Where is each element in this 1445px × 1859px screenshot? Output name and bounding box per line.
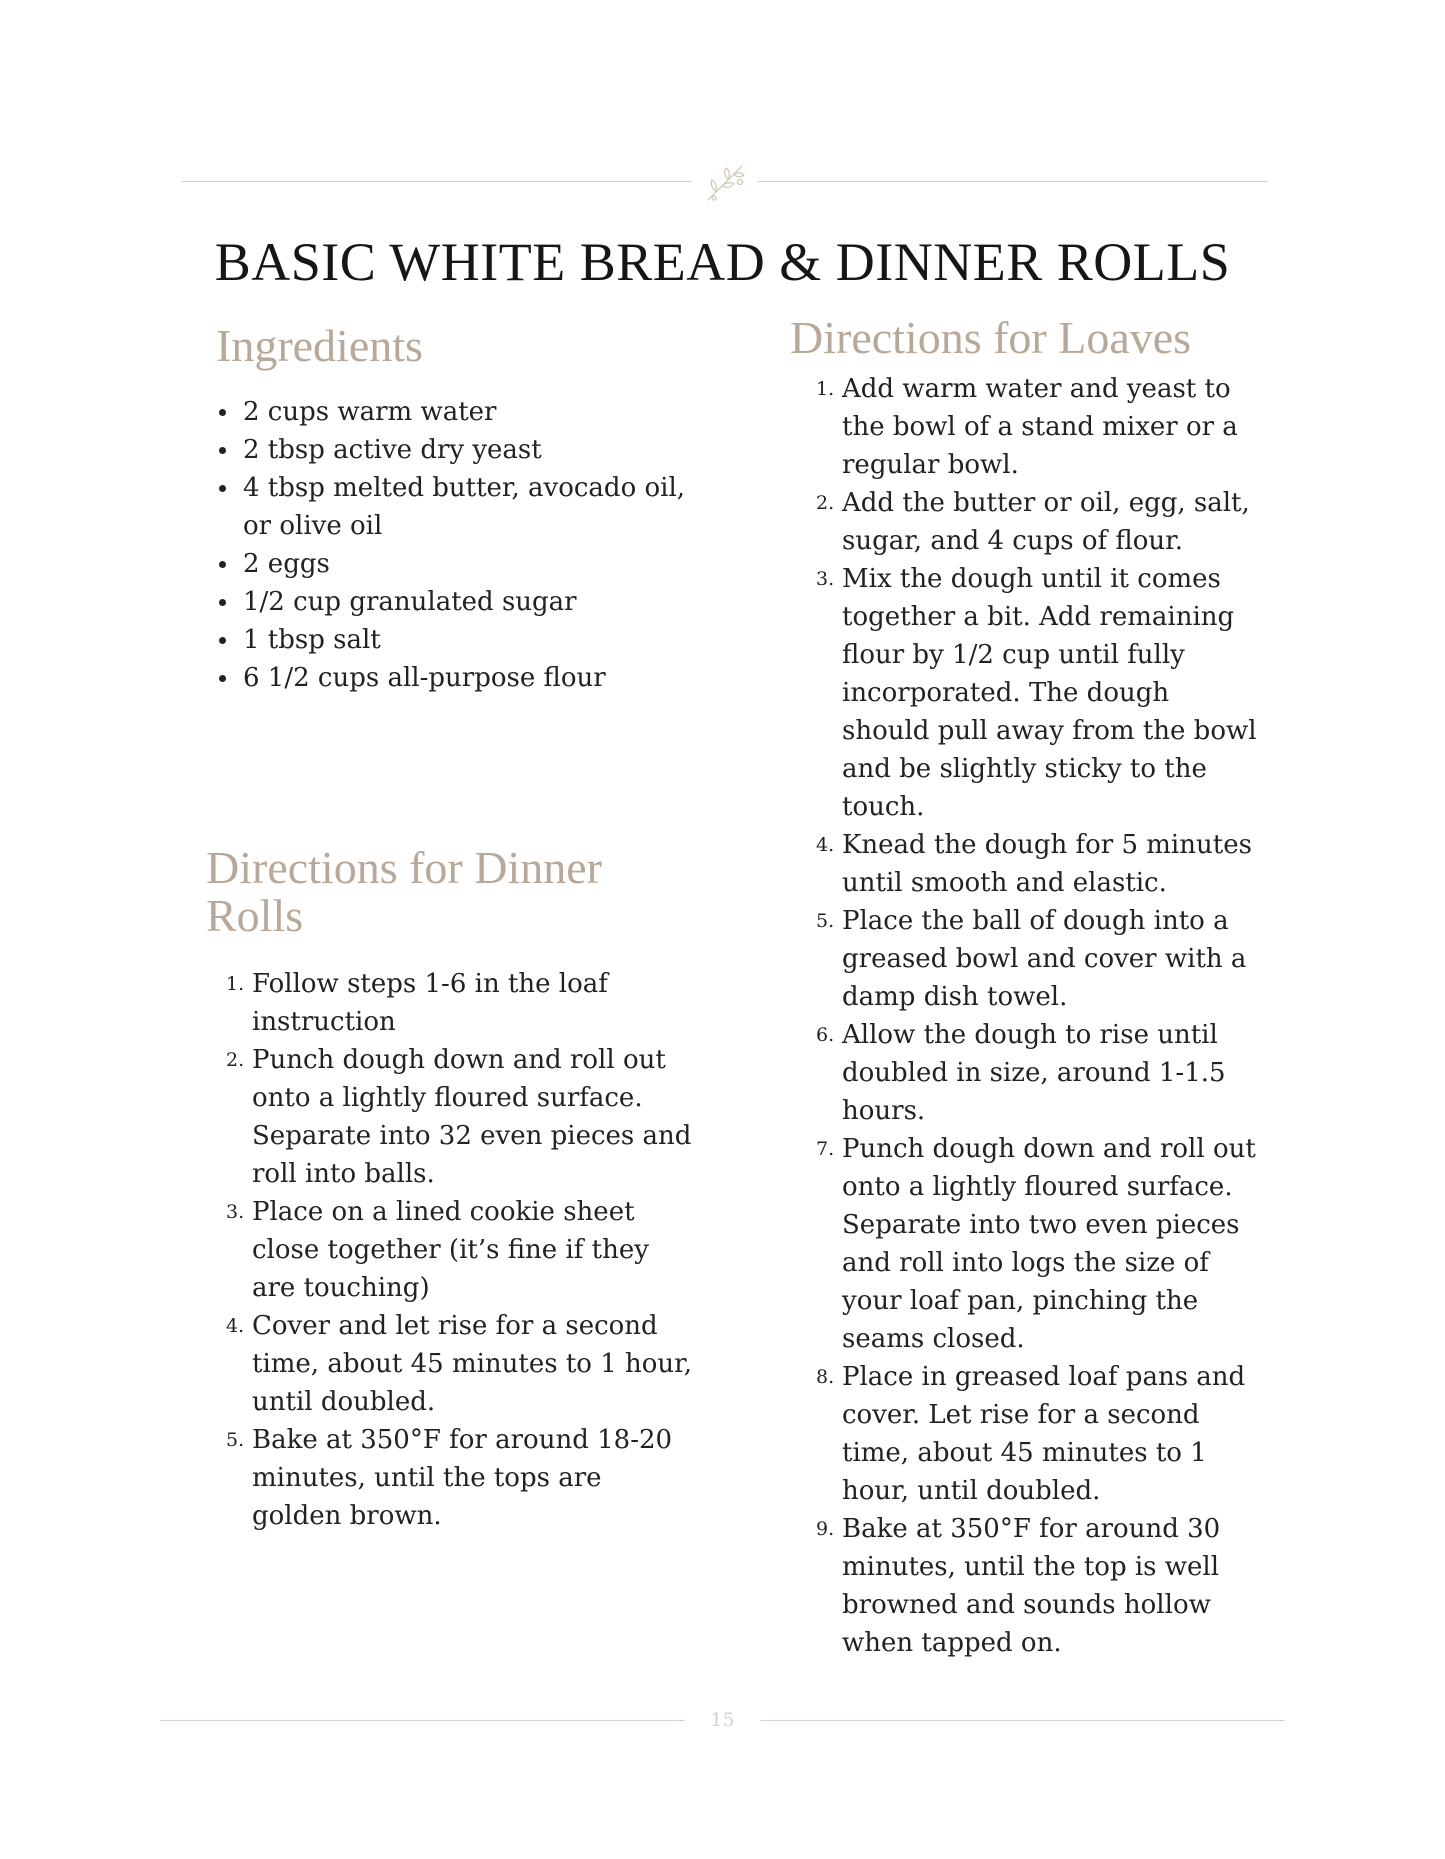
- footer-line-left: [160, 1720, 685, 1721]
- step-number: 7.: [816, 1138, 835, 1160]
- footer-line-right: [760, 1720, 1285, 1721]
- step-number: 4.: [226, 1315, 245, 1337]
- list-item: 2 tbsp active dry yeast: [215, 431, 715, 469]
- list-item: 4 tbsp melted butter, avocado oil, or olive oil: [215, 469, 715, 545]
- step-number: 2.: [816, 492, 835, 514]
- step-text: Bake at 350°F for around 30 minutes, until the top is well browned and sounds hollow when tapped on.: [842, 1514, 1221, 1658]
- list-item: [818, 826, 1258, 902]
- list-item: [818, 370, 1258, 484]
- list-item: [228, 1307, 698, 1421]
- floral-sprig-icon: [702, 160, 748, 204]
- divider-line-left: [182, 181, 692, 182]
- ingredients-list: [215, 393, 715, 697]
- step-text: Place in greased loaf pans and cover. Let rise for a second time, about 45 minutes to 1 hour, until doubled.: [842, 1362, 1246, 1506]
- list-item: 2 cups warm water: [215, 393, 715, 431]
- step-text: Punch dough down and roll out onto a lightly floured surface. Separate into two even pieces and roll into logs the size of your loaf pan, pinching the seams closed.: [842, 1134, 1256, 1354]
- step-number: 3.: [816, 568, 835, 590]
- step-number: 9.: [816, 1518, 835, 1540]
- step-text: Place on a lined cookie sheet close together (it’s fine if they are touching): [252, 1197, 649, 1303]
- divider-line-right: [758, 181, 1268, 182]
- page-number: 15: [710, 1709, 735, 1731]
- step-number: 3.: [226, 1201, 245, 1223]
- step-number: 4.: [816, 834, 835, 856]
- list-item: 1/2 cup granulated sugar: [215, 583, 715, 621]
- list-item: 1 tbsp salt: [215, 621, 715, 659]
- list-item: 2 eggs: [215, 545, 715, 583]
- loaves-heading: Directions for Loaves: [790, 312, 1192, 363]
- list-item: [818, 1358, 1258, 1510]
- step-number: 6.: [816, 1024, 835, 1046]
- page-title: BASIC WHITE BREAD & DINNER ROLLS: [214, 232, 1231, 292]
- step-text: Mix the dough until it comes together a bit. Add remaining flour by 1/2 cup until fully incorporated. The dough should pull away from the bowl and be slightly sticky to the touch.: [842, 564, 1257, 822]
- step-text: Follow steps 1-6 in the loaf instruction: [252, 969, 608, 1037]
- step-number: 5.: [816, 910, 835, 932]
- loaves-steps: [818, 370, 1258, 1662]
- step-text: Cover and let rise for a second time, about 45 minutes to 1 hour, until doubled.: [252, 1311, 692, 1417]
- step-text: Bake at 350°F for around 18-20 minutes, until the tops are golden brown.: [252, 1425, 673, 1531]
- list-item: [818, 1130, 1258, 1358]
- list-item: [228, 1193, 698, 1307]
- step-text: Punch dough down and roll out onto a lightly floured surface. Separate into 32 even pieces and roll into balls.: [252, 1045, 692, 1189]
- step-text: Add the butter or oil, egg, salt, sugar, and 4 cups of flour.: [842, 488, 1250, 556]
- page-footer: [160, 1705, 1285, 1735]
- dinner-rolls-heading: Directions for Dinner Rolls: [206, 842, 602, 941]
- step-text: Add warm water and yeast to the bowl of a stand mixer or a regular bowl.: [842, 374, 1238, 480]
- list-item: [818, 1510, 1258, 1662]
- step-number: 1.: [816, 378, 835, 400]
- dinner-rolls-steps: [228, 965, 698, 1535]
- list-item: [228, 1041, 698, 1193]
- step-number: 8.: [816, 1366, 835, 1388]
- step-number: 1.: [226, 973, 245, 995]
- list-item: [818, 484, 1258, 560]
- ingredients-heading: Ingredients: [216, 320, 423, 371]
- step-text: Allow the dough to rise until doubled in size, around 1-1.5 hours.: [842, 1020, 1226, 1126]
- step-text: Knead the dough for 5 minutes until smooth and elastic.: [842, 830, 1252, 898]
- list-item: [228, 965, 698, 1041]
- step-number: 2.: [226, 1049, 245, 1071]
- top-divider: [182, 160, 1268, 204]
- list-item: [818, 1016, 1258, 1130]
- list-item: [228, 1421, 698, 1535]
- list-item: [818, 902, 1258, 1016]
- step-text: Place the ball of dough into a greased bowl and cover with a damp dish towel.: [842, 906, 1247, 1012]
- step-number: 5.: [226, 1429, 245, 1451]
- list-item: [818, 560, 1258, 826]
- list-item: 6 1/2 cups all-purpose flour: [215, 659, 715, 697]
